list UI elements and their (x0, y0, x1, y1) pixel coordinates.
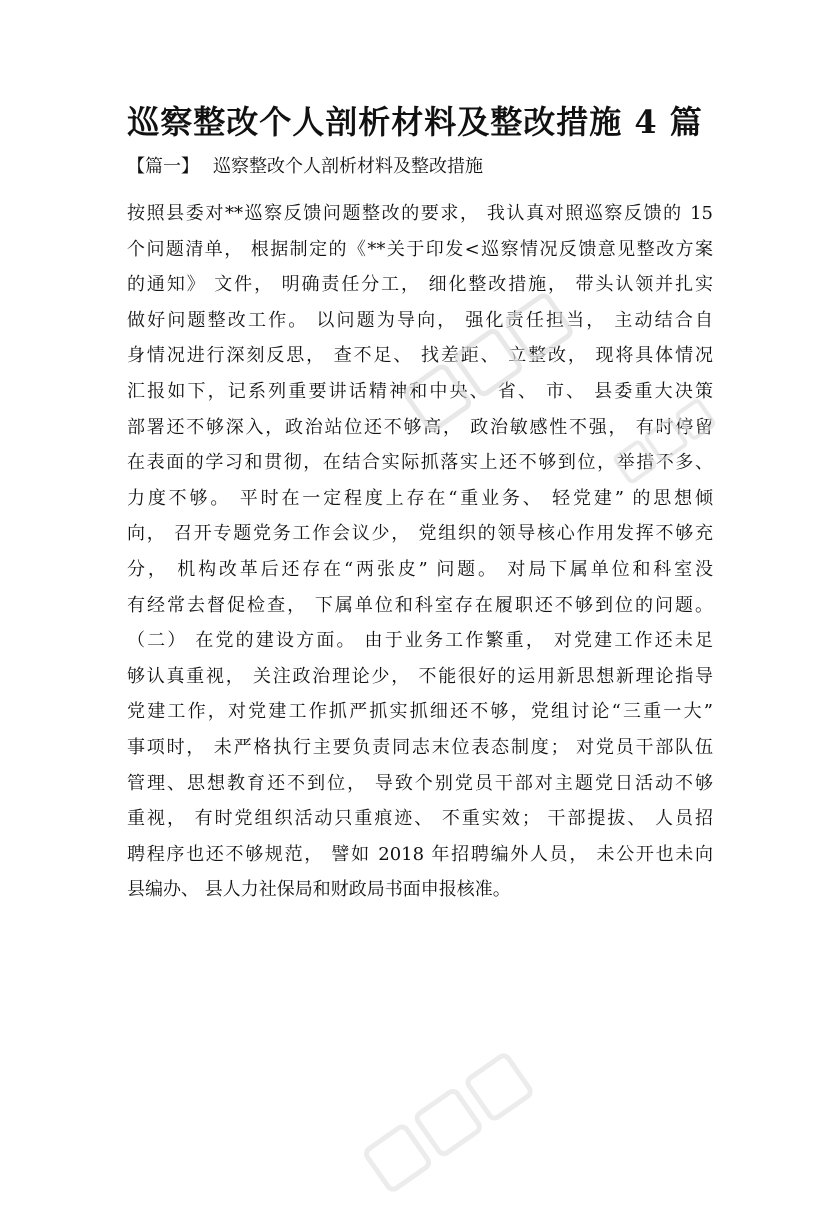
body-line: 向， 召开专题党务工作会议少， 党组织的领导核心作用发挥不够充 (127, 523, 713, 545)
body-line: 够认真重视， 关注政治理论少， 不能很好的运用新思想新理论指导 (127, 665, 713, 687)
body-line: 事项时， 未严格执行主要负责同志末位表态制度； 对党员干部队伍 (127, 736, 713, 758)
document-body (127, 196, 713, 908)
body-line: 在表面的学习和贯彻，在结合实际抓落实上还不够到位，举措不多、 (127, 452, 713, 474)
body-line: 分， 机构改革后还存在“两张皮” 问题。 对局下属单位和科室没 (127, 558, 713, 580)
body-line: 汇报如下，记系列重要讲话精神和中央、 省、 市、 县委重大决策 (127, 380, 713, 402)
body-line: 重视， 有时党组织活动只重痕迹、 不重实效； 干部提拔、 人员招 (127, 808, 713, 830)
body-line: 按照县委对**巡察反馈问题整改的要求， 我认真对照巡察反馈的 15 (127, 203, 713, 224)
body-line: 做好问题整改工作。 以问题为导向， 强化责任担当， 主动结合自 (127, 309, 713, 331)
watermark-icon (356, 1045, 544, 1205)
body-line: （二） 在党的建设方面。 由于业务工作繁重， 对党建工作还未足 (127, 630, 713, 652)
body-line: 部署还不够深入，政治站位还不够高， 政治敏感性不强， 有时停留 (127, 416, 713, 438)
body-line: 管理、思想教育还不到位， 导致个别党员干部对主题党日活动不够 (127, 772, 713, 794)
section-heading (127, 154, 483, 180)
section-title: 巡察整改个人剖析材料及整改措施 (213, 156, 483, 177)
section-label: 【篇一】 (127, 156, 199, 177)
body-line: 身情况进行深刻反思， 查不足、 找差距、 立整改， 现将具体情况 (127, 345, 713, 367)
body-line: 个问题清单， 根据制定的《**关于印发<巡察情况反馈意见整改方案 (127, 238, 713, 260)
body-line: 县编办、 县人力社保局和财政局书面申报核准。 (127, 879, 511, 901)
body-line: 有经常去督促检查， 下属单位和科室存在履职还不够到位的问题。 (127, 594, 713, 616)
body-line: 党建工作，对党建工作抓严抓实抓细还不够，党组讨论“三重一大” (127, 701, 713, 723)
body-line: 的通知》 文件， 明确责任分工， 细化整改措施， 带头认领并扎实 (127, 274, 713, 296)
body-line: 力度不够。 平时在一定程度上存在“重业务、 轻党建” 的思想倾 (127, 487, 713, 509)
document-title: 巡察整改个人剖析材料及整改措施 4 篇 (127, 103, 703, 141)
body-line: 聘程序也还不够规范， 譬如 2018 年招聘编外人员， 未公开也未向 (127, 843, 713, 865)
